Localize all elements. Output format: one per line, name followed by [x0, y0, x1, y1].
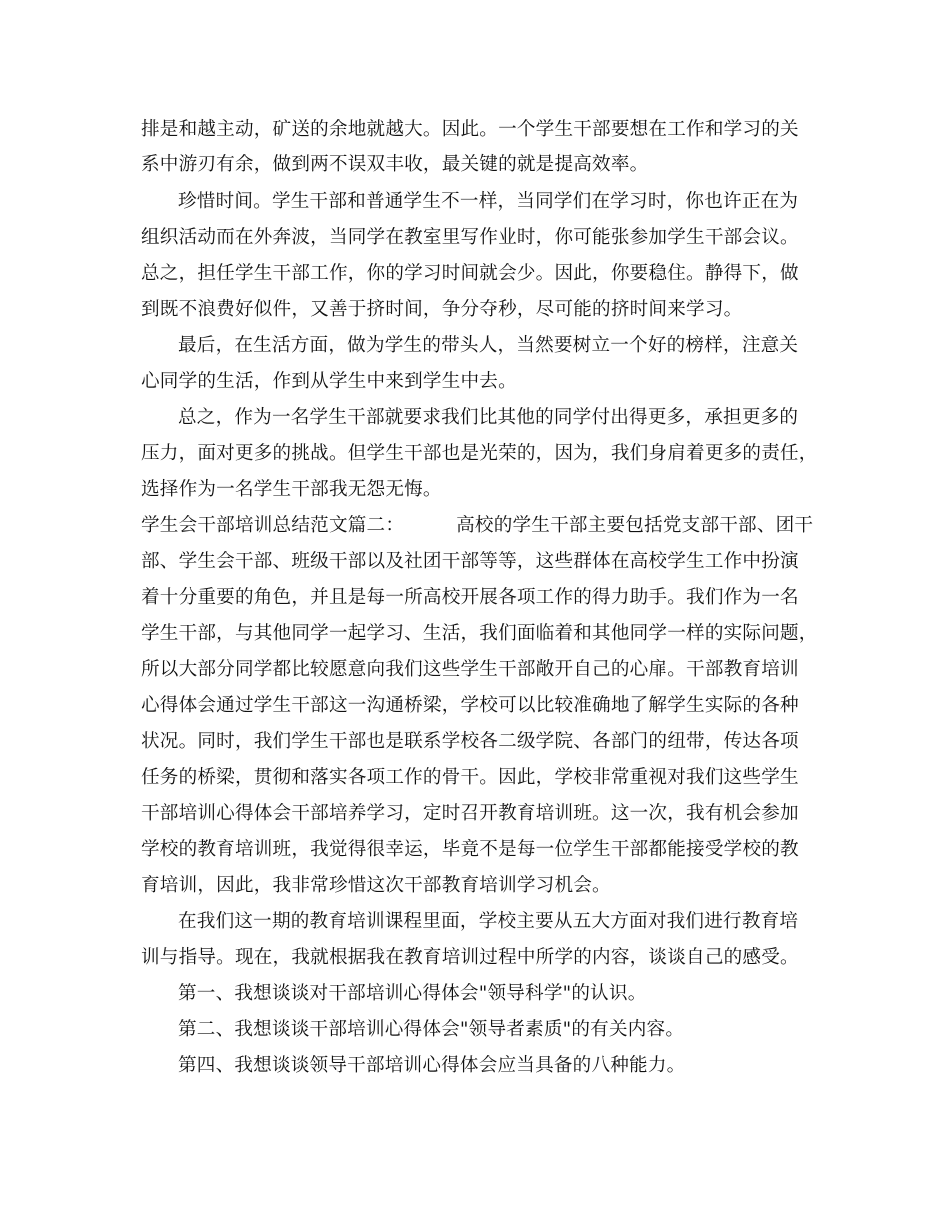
paragraph-line: 排是和越主动，矿送的余地就越大。因此。一个学生干部要想在工作和学习的关 [141, 119, 799, 140]
section-title: 学生会干部培训总结范文篇二： [141, 515, 405, 536]
paragraph-line: 学校的教育培训班，我觉得很幸运，毕竟不是每一位学生干部都能接受学校的教 [141, 839, 799, 860]
paragraph-line: 任务的桥梁，贯彻和落实各项工作的骨干。因此，学校非常重视对我们这些学生 [141, 767, 799, 788]
paragraph-line: 到既不浪费好似件，又善于挤时间，争分夺秒，尽可能的挤时间来学习。 [141, 299, 743, 320]
paragraph-line: 干部培训心得体会干部培养学习，定时召开教育培训班。这一次，我有机会参加 [141, 803, 799, 824]
paragraph-line: 部、学生会干部、班级干部以及社团干部等等，这些群体在高校学生工作中扮演 [141, 551, 799, 572]
paragraph-line: 压力，面对更多的挑战。但学生干部也是光荣的，因为，我们身肩着更多的责任， [141, 443, 818, 464]
list-item: 第二、我想谈谈干部培训心得体会"领导者素质"的有关内容。 [178, 1019, 685, 1040]
paragraph-line: 总之，作为一名学生干部就要求我们比其他的同学付出得更多，承担更多的 [178, 407, 799, 428]
list-item: 第一、我想谈谈对干部培训心得体会"领导科学"的认识。 [178, 983, 647, 1004]
paragraph-line: 状况。同时，我们学生干部也是联系学校各二级学院、各部门的纽带，传达各项 [141, 731, 799, 752]
paragraph-line: 心同学的生活，作到从学生中来到学生中去。 [141, 371, 517, 392]
paragraph-line: 所以大部分同学都比较愿意向我们这些学生干部敞开自己的心扉。干部教育培训 [141, 659, 799, 680]
paragraph-line: 选择作为一名学生干部我无怨无悔。 [141, 479, 442, 500]
paragraph-line: 着十分重要的角色，并且是每一所高校开展各项工作的得力助手。我们作为一名 [141, 587, 799, 608]
paragraph-text: 高校的学生干部主要包括党支部干部、团干 [456, 515, 814, 536]
paragraph-line: 心得体会通过学生干部这一沟通桥梁，学校可以比较准确地了解学生实际的各种 [141, 695, 799, 716]
paragraph-line: 组织活动而在外奔波，当同学在教室里写作业时，你可能张参加学生干部会议。 [141, 227, 799, 248]
paragraph-line: 训与指导。现在，我就根据我在教育培训过程中所学的内容，谈谈自己的感受。 [141, 947, 799, 968]
paragraph-line: 学生干部，与其他同学一起学习、生活，我们面临着和其他同学一样的实际问题， [141, 623, 818, 644]
paragraph-line: 系中游刃有余，做到两不误双丰收，最关键的就是提高效率。 [141, 154, 649, 175]
list-item: 第四、我想谈谈领导干部培训心得体会应当具备的八种能力。 [178, 1055, 686, 1076]
paragraph-line: 在我们这一期的教育培训课程里面，学校主要从五大方面对我们进行教育培 [178, 911, 799, 932]
section-title-line [141, 514, 813, 538]
paragraph-line: 最后，在生活方面，做为学生的带头人，当然要树立一个好的榜样，注意关 [178, 335, 799, 356]
paragraph-line: 总之，担任学生干部工作，你的学习时间就会少。因此，你要稳住。静得下，做 [141, 263, 799, 284]
paragraph-line: 育培训，因此，我非常珍惜这次干部教育培训学习机会。 [141, 875, 611, 896]
paragraph-line: 珍惜时间。学生干部和普通学生不一样，当同学们在学习时，你也许正在为 [178, 191, 799, 212]
